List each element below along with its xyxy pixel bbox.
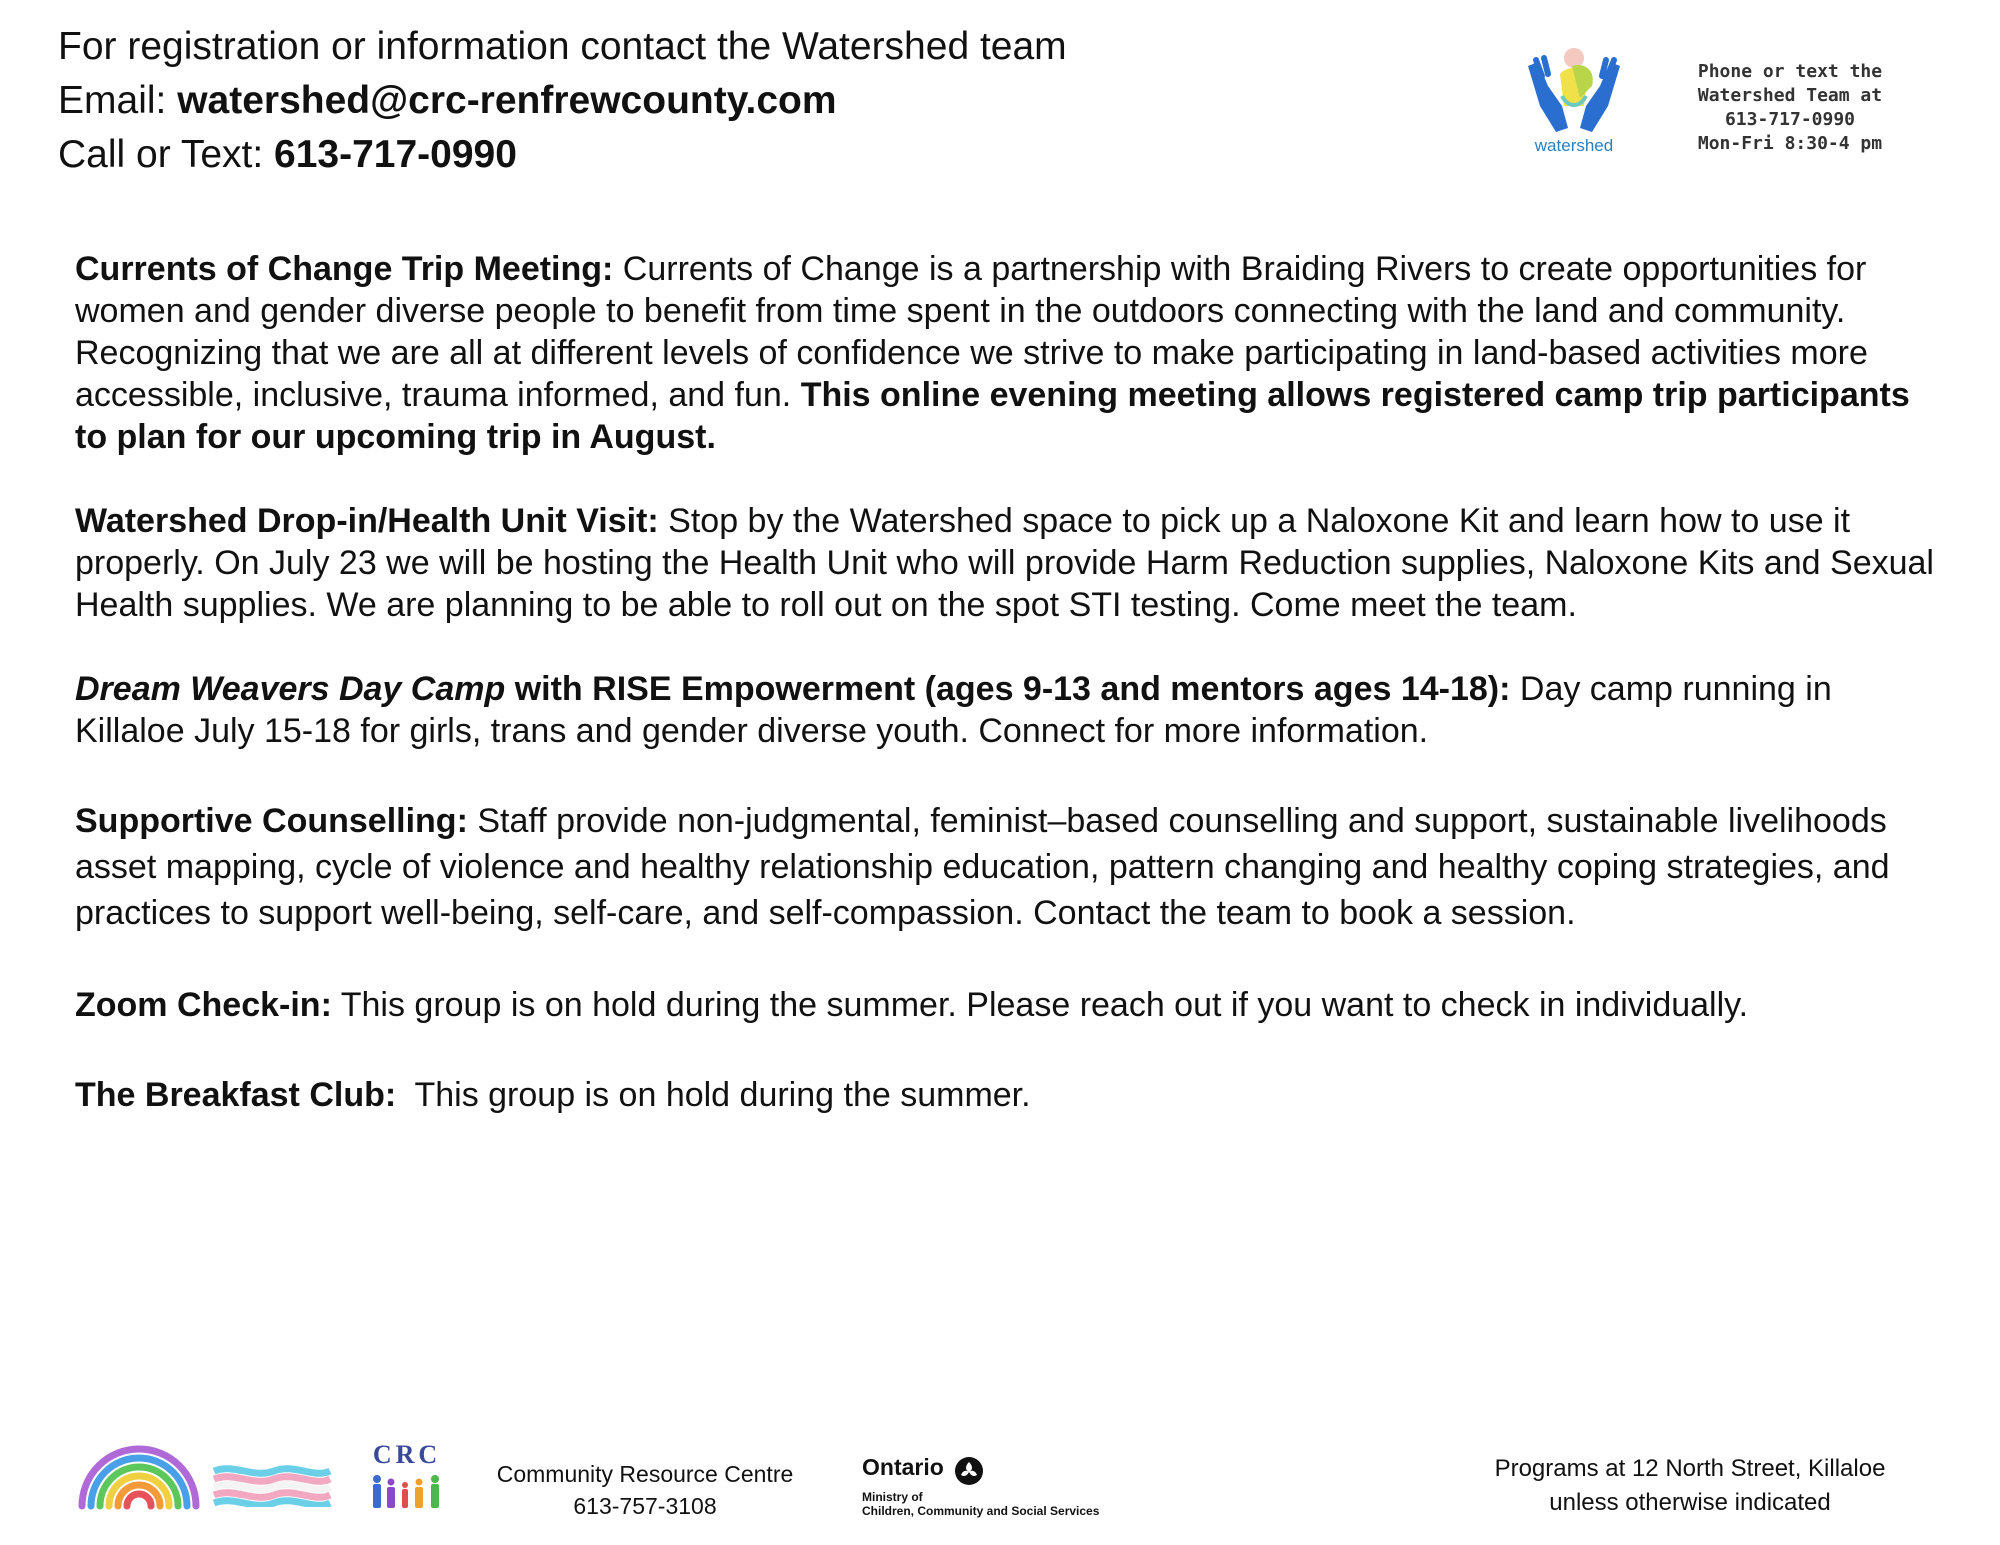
ministry-name: [862, 1490, 1162, 1518]
section-dream-weavers: [75, 668, 1935, 752]
ontario-wordmark: Ontario: [862, 1454, 944, 1480]
ministry-line1: Ministry of: [862, 1489, 923, 1504]
ontario-logo: [862, 1454, 1162, 1518]
section-title: with RISE Empowerment (ages 9-13 and mentors ages 14-18):: [505, 670, 1511, 708]
phone-note-line3: 613-717-0990: [1724, 109, 1856, 130]
section-title: The Breakfast Club:: [75, 1076, 397, 1114]
section-bold-note: This online evening meeting allows registered camp trip participants to plan for our upcoming trip in August.: [75, 376, 1910, 456]
rainbow-icon: [74, 1440, 204, 1510]
watershed-hands-icon: [1522, 36, 1626, 136]
section-title-italic: Dream Weavers Day Camp: [75, 670, 506, 708]
watershed-logo: [1522, 36, 1632, 156]
org-phone[interactable]: 613-757-3108: [573, 1493, 717, 1519]
program-list: [75, 248, 1935, 1158]
section-body: This group is on hold during the summer. Please reach out if you want to check in individually.: [331, 986, 1749, 1024]
trillium-icon: [954, 1456, 984, 1486]
crc-logo: [367, 1440, 447, 1510]
contact-intro: For registration or information contact the Watershed team: [58, 25, 1067, 68]
footer: [0, 1440, 2000, 1540]
phone-number[interactable]: 613-717-0990: [274, 133, 517, 176]
section-title: Currents of Change Trip Meeting:: [75, 250, 614, 288]
section-body: Currents of Change is a partnership with Braiding Rivers to create opportunities for women and gender diverse people to benefit from time spent in the outdoors connecting with the land and community. Recognizing that we are all at different levels of confidence we strive to make participating in land-based activities more accessible, inclusive, trauma informed, and fun.: [75, 250, 1868, 414]
contact-header: [58, 20, 1067, 182]
section-body: Staff provide non-judgmental, feminist–based counselling and support, sustainable livelihoods asset mapping, cycle of violence and healthy relationship education, pattern changing and healthy coping strategies, and practices to support well-being, self-care, and self-compassion. Contact the team to book a session.: [75, 802, 1890, 932]
family-figures-icon: [369, 1474, 445, 1510]
section-body: Stop by the Watershed space to pick up a Naloxone Kit and learn how to use it properly. On July 23 we will be hosting the Health Unit who will provide Harm Reduction supplies, Naloxone Kits and Sexual Health supplies. We are planning to be able to roll out on the spot STI testing. Come meet the team.: [75, 502, 1934, 624]
phone-line: [58, 128, 1067, 182]
section-body: Day camp running in Killaloe July 15-18 for girls, trans and gender diverse youth. Connect for more information.: [75, 670, 1832, 750]
section-breakfast-club: [75, 1074, 1935, 1116]
section-zoom-check-in: [75, 982, 1935, 1028]
crc-org-info: [470, 1458, 820, 1522]
phone-note-line1: Phone or text the: [1697, 61, 1883, 82]
section-supportive-counselling: [75, 798, 1935, 936]
section-title: Zoom Check-in:: [75, 986, 332, 1024]
ministry-line2: Children, Community and Social Services: [862, 1503, 1100, 1518]
programs-line2: unless otherwise indicated: [1549, 1489, 1831, 1516]
section-drop-in-health-unit: [75, 500, 1935, 626]
org-name: Community Resource Centre: [496, 1461, 794, 1487]
programs-location: [1455, 1452, 1925, 1520]
phone-note-line2: Watershed Team at: [1697, 85, 1883, 106]
logo-wordmark: watershed: [1534, 136, 1614, 155]
section-body: This group is on hold during the summer.: [396, 1076, 1031, 1114]
trans-flag-wave-icon: [212, 1465, 332, 1507]
phone-note-line4: Mon-Fri 8:30-4 pm: [1697, 133, 1883, 154]
phone-label: Call or Text:: [58, 133, 275, 176]
programs-line1: Programs at 12 North Street, Killaloe: [1494, 1455, 1886, 1482]
section-title: Supportive Counselling:: [75, 802, 468, 840]
phone-note: [1670, 60, 1910, 156]
crc-letters: CRC: [372, 1440, 442, 1469]
section-title: Watershed Drop-in/Health Unit Visit:: [75, 502, 659, 540]
section-currents-of-change: [75, 248, 1935, 458]
email-label: Email:: [58, 79, 178, 122]
email-address[interactable]: watershed@crc-renfrewcounty.com: [177, 79, 837, 122]
email-line: [58, 74, 1067, 128]
